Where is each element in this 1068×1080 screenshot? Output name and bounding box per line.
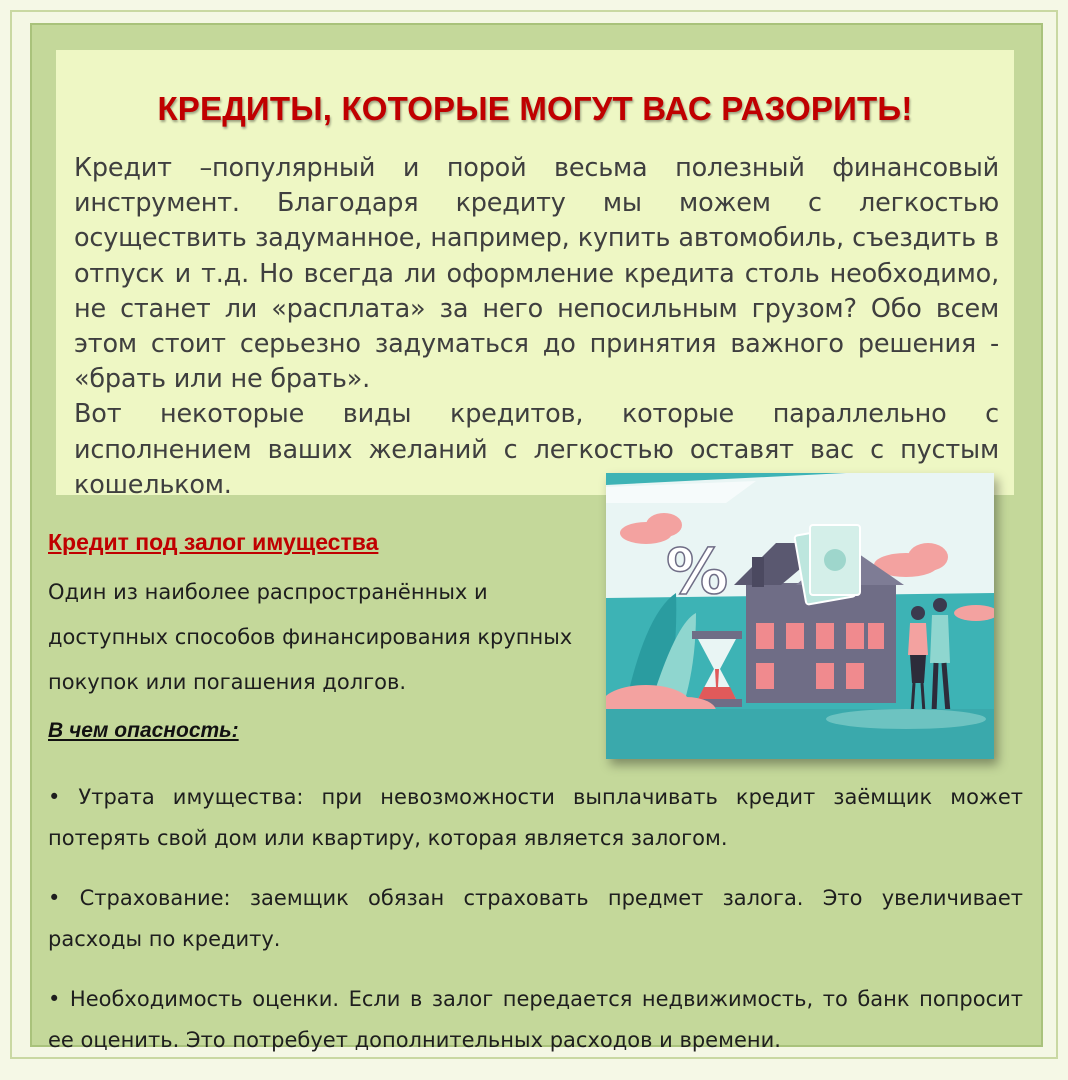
page-title: КРЕДИТЫ, КОТОРЫЕ МОГУТ ВАС РАЗОРИТЬ! <box>157 90 913 127</box>
content-panel <box>30 23 1043 1052</box>
danger-label: В чем опасность: <box>48 719 239 742</box>
intro-paragraph-2: Вот некоторые виды кредитов, которые параллельно с исполнением ваших желаний с легкостью оставят вас с пустым кошельком. <box>74 399 999 500</box>
danger-list <box>48 777 1023 1080</box>
danger-item-appraisal: • Необходимость оценки. Если в залог передается недвижимость, то банк попросит ее оценить. Это потребует дополнительных расходов и времени. <box>48 987 1023 1052</box>
section-lead: Один из наиболее распространённых и доступных способов финансирования крупных покупок или погашения долгов. <box>48 580 573 694</box>
danger-item-property-loss: • Утрата имущества: при невозможности выплачивать кредит заёмщик может потерять свой дом или квартиру, которая является залогом. <box>48 785 1023 850</box>
intro-text <box>74 151 999 503</box>
page-frame <box>10 10 1058 1059</box>
house-money-illustration <box>606 473 994 759</box>
intro-paragraph-1: Кредит –популярный и порой весьма полезный финансовый инструмент. Благодаря кредиту мы можем с легкостью осуществить задуманное, например, купить автомобиль, съездить в отпуск и т.д. Но всегда ли оформление кредита столь необходимо, не станет ли «расплата» за него непосильным грузом? Обо всем этом стоит серьезно задуматься до принятия важного решения - «брать или не брать». <box>74 153 999 395</box>
intro-box <box>56 50 1014 500</box>
danger-item-insurance: • Страхование: заемщик обязан страховать предмет залога. Это увеличивает расходы по кредиту. <box>48 886 1023 951</box>
mortgage-illustration <box>606 473 994 759</box>
ground-highlight <box>826 709 986 729</box>
money-notes <box>794 525 860 605</box>
percent-icon: % <box>666 535 729 608</box>
section-title: Кредит под залог имущества <box>48 529 379 555</box>
house-chimney <box>752 557 764 587</box>
